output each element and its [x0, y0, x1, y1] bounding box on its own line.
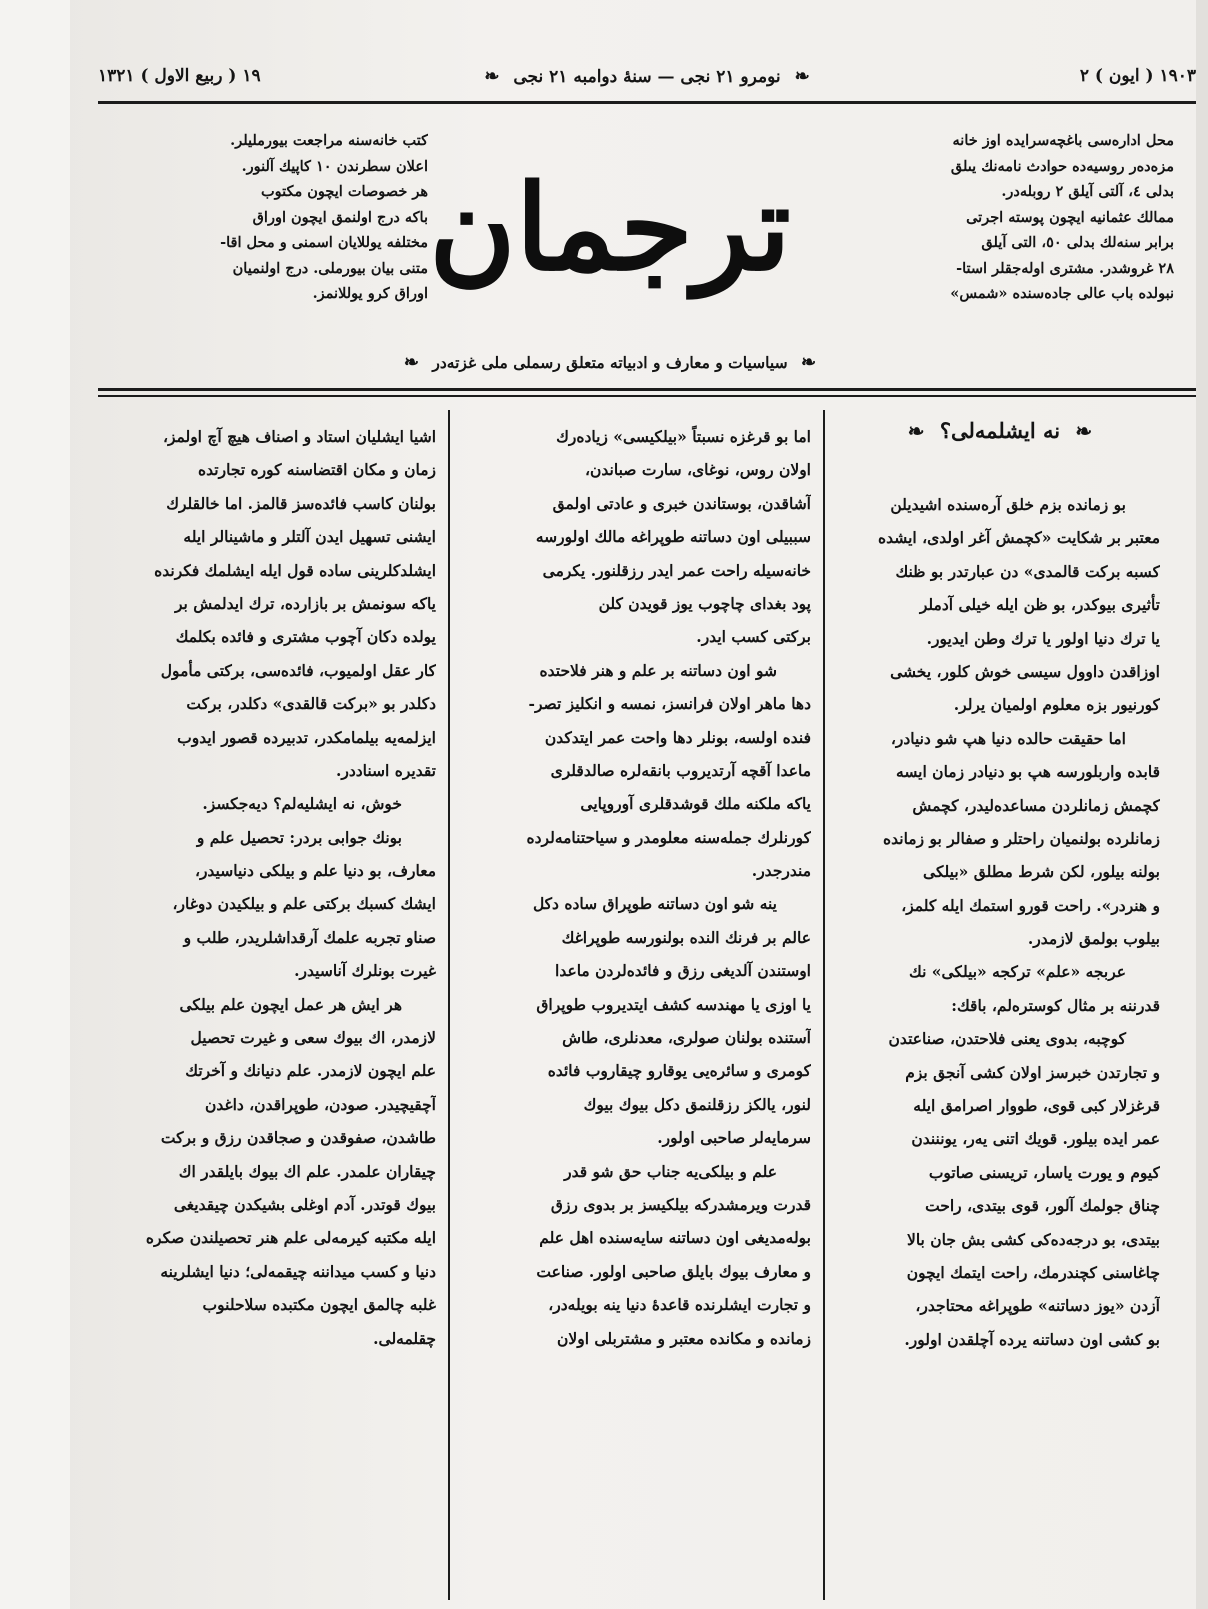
article-line: غيرت بونلرك آناسيدر. — [294, 961, 436, 981]
article-line: بيتدى، بو درجه‌ده‌كى كشى بش جان بالا — [906, 1229, 1160, 1249]
masthead-info-right — [866, 128, 1174, 338]
article-line: زمان و مكان اقتضاسنه كوره تجارتده — [198, 460, 436, 480]
masthead-info-line: ٢٨ غروشدر. مشترى اولەجقلر استا- — [956, 259, 1174, 277]
masthead-subtitle — [140, 352, 1080, 382]
article-line: كومرى و سائره‌يى يوقارو چيقاروب فائده — [547, 1061, 811, 1081]
article-line: طاشدن، صفوقدن و صجاقدن رزق و بركت — [160, 1128, 436, 1148]
article-line: دنيا و كسب ميداننه چيقمه‌لى؛ دنيا ايشلرينه — [160, 1261, 436, 1281]
column-divider — [823, 410, 825, 1600]
article-line: سببيلى اون دساتنه طوپراغه مالك اولورسه — [535, 527, 811, 547]
article-line: ايزلمه‌يه بيلمامكدر، تدبيرده قصور ايدوب — [177, 727, 436, 747]
ornament-icon: ❧ — [484, 66, 500, 87]
article-line: اما حقيقت حالده دنيا هپ شو دنيادر، — [890, 728, 1126, 748]
article-line: مندرجدر. — [751, 861, 811, 881]
article-column-left — [98, 420, 436, 1600]
article-line: ياكه ملكنه ملك قوشدقلرى آوروپايى — [580, 794, 811, 814]
article-line: بيوك قوتدر. آدم اوغلى بشيكدن چيقديغى — [173, 1194, 436, 1214]
article-line: غلبه چالمق ايچون مكتبده سلاحلنوب — [202, 1295, 436, 1315]
article-line: قابده واربلورسه هپ بو دنيادر زمان ايسه — [896, 762, 1160, 782]
masthead-info-line: هر خصوصات ايچون مكتوب — [260, 183, 428, 200]
article-line: معارف، بو دنيا علم و بيلكى دنياسيدر، — [194, 861, 436, 881]
article-line: يا اوزى يا مهندسه كشف ايتديروب طوپراق — [536, 994, 811, 1014]
article-line: عالم بر فرنك الندە بولنورسه طوپراغك — [561, 927, 811, 947]
article-line: دها ماهر اولان فرانسز، نمسه و انكليز تصر- — [528, 694, 811, 714]
masthead-info-line: نبولده باب عالى جادەسندە «شمس» — [950, 285, 1174, 302]
article-line: خانه‌سيله راحت عمر ايدر رزقلنور. يكرمى — [542, 560, 811, 580]
dateline-issue-text: نومرو ٢١ نجى — سنهٔ دوامبه ٢١ نجى — [513, 67, 781, 87]
masthead-info-line: برابر سنه‌لك بدلى ٥٠، التى آيلق — [981, 234, 1174, 251]
article-line: پود بغداى چاچوب يوز قويدن كلن — [598, 593, 811, 613]
article-line: ماعدا آقچه آرتديروب بانقه‌لره صالدقلرى — [550, 760, 811, 780]
article-line: ايله مكتبه كيرمه‌لى علم هنر تحصيلندن صكره — [145, 1228, 436, 1248]
article-line: چيقاران علمدر. علم اك بيوك بايلقدر اك — [178, 1161, 436, 1181]
article-line: بونك جوابى بردر: تحصيل علم و — [196, 827, 402, 847]
article-line: دكلدر بو «بركت قالقدى» دكلدر، بركت — [186, 694, 436, 714]
article-line: بو كشى اون دساتنه يرده آچلقدن اولور. — [904, 1329, 1160, 1349]
article-line: بركتى كسب ايدر. — [696, 627, 811, 647]
masthead-info-line: محل ادارەسی باغچەسرايدە اوز خانه — [952, 132, 1174, 149]
article-line: تقديره اسناددر. — [335, 760, 436, 780]
article-line: بوله‌مديغى اون دساتنه سايه‌سنده اهل علم — [539, 1228, 811, 1248]
masthead-info-line: مزه‌دەر روسيه‌دە حوادث نامه‌نك يىلق — [950, 157, 1174, 175]
article-line: سرمايه‌لر صاحبى اولور. — [657, 1128, 811, 1148]
article-line: كسبه بركت قالمدى» دن عبارتدر بو ظنك — [895, 561, 1160, 581]
masthead-info-line: ممالك عثمانيه ايچون پوسته اجرتى — [966, 208, 1174, 226]
masthead-rule-lower — [98, 395, 1196, 397]
top-rule — [98, 101, 1196, 104]
article-line: قدرننه بر مثال كوسترەلم، باقك: — [951, 995, 1160, 1015]
article-line: ايشك كسبك بركتى علم و بيلكيدن دوغار، — [172, 894, 436, 914]
article-line: چقلمه‌لى. — [373, 1328, 436, 1348]
article-line: يا ترك دنيا اولور يا ترك وطن ايديور. — [926, 628, 1160, 648]
article-line: تأثيرى بيوكدر، بو ظن ايله خيلى آدملر — [919, 595, 1160, 615]
article-line: قدرت ويرمشدركه بيلكيسز بر بدوى رزق — [550, 1194, 811, 1214]
article-line: لنور، يالكز رزقلنمق دكل بيوك بيوك — [583, 1094, 811, 1114]
article-line: بولنان كاسب فائده‌سز قالمز. اما خالقلرك — [166, 493, 436, 513]
article-column-right — [838, 488, 1160, 1598]
article-line: اشيا ايشليان استاد و اصناف هيچ آچ اولمز، — [162, 427, 436, 446]
article-line: كچمش زمانلردن مساعده‌ليدر، كچمش — [912, 795, 1160, 815]
masthead-rule-upper — [98, 388, 1196, 391]
article-line: زمانده و مكانده معتبر و مشتربلى اولان — [556, 1328, 811, 1348]
article-line: بيلوب بولمق لازمدر. — [1027, 929, 1160, 949]
article-line: ياكه سونمش بر بازارده، ترك ايدلمش بر — [174, 593, 436, 613]
article-line: آزدن «يوز دساتنه» طوپراغه محتاجدر، — [915, 1296, 1160, 1316]
column-divider — [448, 410, 450, 1600]
masthead-logo: ترجمان — [429, 158, 791, 297]
article-line: صناو تجربه علمك آرقداشلريدر، طلب و — [183, 927, 436, 947]
masthead-info-line: كتب خانه‌سنه مراجعت بيورمليلر. — [230, 132, 428, 149]
dateline-issue — [98, 66, 1196, 87]
masthead-info-line: بدلى ٤، آلتى آيلق ٢ روبلەدر. — [1001, 183, 1174, 200]
article-line: چناق جولمك آلور، قوى بيتدى، راحت — [925, 1196, 1160, 1216]
article-heading — [840, 418, 1160, 458]
article-line: عمر ايده بيلور. قويك اتنى يەر، يوننندن — [911, 1129, 1160, 1149]
ornament-icon: ❧ — [403, 352, 420, 373]
masthead-info-left — [118, 128, 428, 338]
dateline-hijri: ١٩ ( ربيع الاول ) ١٣٢١ — [98, 66, 261, 86]
article-line: فنده اولسه، بونلر دها واحت عمر ايتدكدن — [544, 727, 811, 747]
dateline — [98, 58, 1196, 100]
right-margin — [1196, 0, 1208, 1609]
article-line: ينه شو اون دساتنه طوپراق ساده دكل — [532, 894, 777, 914]
ornament-icon: ❧ — [1075, 419, 1093, 443]
ornament-icon: ❧ — [800, 352, 817, 373]
article-line: ايشلدكلرينى ساده قول ايله ايشلمك فكرنده — [154, 560, 436, 580]
dateline-gregorian: ١٩٠٣ ( ايون ) ٢ — [1079, 66, 1196, 86]
article-line: ايشنى تسهيل ايدن آلتلر و ماشينالر ايله — [183, 527, 436, 547]
masthead-info-line: باكه درج اولنمق ايچون اوراق — [252, 208, 428, 226]
article-line: لازمدر، اك بيوك سعى و غيرت تحصيل — [190, 1028, 436, 1048]
article-line: چاغاسنى كچندرمك، راحت ايتمك ايچون — [906, 1262, 1160, 1282]
article-title: نه ايشلمه‌لى؟ — [939, 418, 1061, 443]
article-line: معتبر بر شكايت «كچمش آغر اولدى، ايشده — [878, 528, 1160, 548]
article-line: و تجارتدن خبرسز اولان كشى آنجق بزم — [905, 1062, 1160, 1082]
article-line: كورنيور بزه معلوم اولميان يرلر. — [953, 695, 1160, 715]
left-margin — [0, 0, 70, 1609]
article-line: اما بو قرغزه نسبتاً «بيلكيسى» زياده‌رك — [556, 427, 811, 446]
article-line: بو زمانده بزم خلق آره‌سنده اشيديلن — [890, 495, 1126, 514]
article-column-middle — [461, 420, 811, 1600]
article-line: هر ايش هر عمل ايچون علم بيلكى — [179, 994, 402, 1014]
article-line: عربجه «علم» تركجه «بيلكى» نك — [909, 962, 1126, 982]
article-line: شو اون دساتنه بر علم و هنر فلاحتده — [539, 660, 777, 680]
article-line: و هنردر». راحت قورو استمك ايله كلمز، — [901, 895, 1160, 915]
article-line: اوزاقدن داوول سيسى خوش كلور، يخشى — [890, 661, 1160, 681]
article-line: يولده دكان آچوب مشترى و فائده بكلمك — [175, 627, 436, 647]
article-line: و معارف بيوك بايلق صاحبى اولور. صناعت — [536, 1261, 811, 1281]
article-line: اوستندن آلديغى رزق و فائده‌لردن ماعدا — [555, 961, 811, 981]
masthead-info-line: اعلان سطرندن ١٠ كاپيك آلنور. — [241, 157, 428, 175]
article-line: خوش، نه ايشليه‌لم؟ ديه‌جكسز. — [202, 794, 402, 814]
article-line: آچقيچيدر. صودن، طوپراقدن، داغدن — [204, 1094, 436, 1114]
article-line: كار عقل اولميوب، فائده‌سى، بركتى مأمول — [160, 660, 436, 680]
article-line: بولنه بيلور، لكن شرط مطلق «بيلكى — [923, 862, 1160, 882]
masthead-info-line: اوراق كرو يوللانمز. — [312, 285, 428, 302]
ornament-icon: ❧ — [794, 66, 810, 87]
masthead-info-line: متنى بيان بيورملى. درج اولنميان — [232, 259, 428, 277]
subtitle-text: سياسيات و معارف و ادبياته متعلق رسملى ملى غزته‌در — [432, 353, 788, 372]
article-line: آشاقدن، بوستاندن خبرى و عادتى اولمق — [552, 493, 811, 513]
article-line: اولان روس، نوغاى، سارت صباندن، — [585, 460, 811, 480]
ornament-icon: ❧ — [907, 419, 925, 443]
article-line: كيوم و يورت ياسار، تريسنى صاتوب — [928, 1162, 1160, 1182]
article-line: علم و بيلكى‌يه جناب حق شو قدر — [564, 1161, 777, 1181]
article-line: آستنده بولنان صولرى، معدنلرى، طاش — [562, 1028, 811, 1048]
article-line: و تجارت ايشلرنده قاعدهٔ دنيا ينه بويله‌در، — [548, 1295, 811, 1315]
article-line: كوچبه، بدوى يعنى فلاحتدن، صناعتدن — [888, 1029, 1126, 1049]
article-line: كورنلرك جمله‌سنه معلومدر و سياحتنامه‌لرده — [526, 827, 811, 847]
article-line: قرغزلار كبى قوى، طووار اصرامق ايله — [913, 1096, 1160, 1116]
article-line: زمانلرده بولنميان راحتلر و صفالر بو زمانده — [883, 828, 1160, 848]
masthead-info-line: مختلفه يوللايان اسمنى و محل اقا- — [220, 234, 428, 251]
article-line: علم ايچون لازمدر. علم دنيانك و آخرتك — [185, 1061, 436, 1081]
